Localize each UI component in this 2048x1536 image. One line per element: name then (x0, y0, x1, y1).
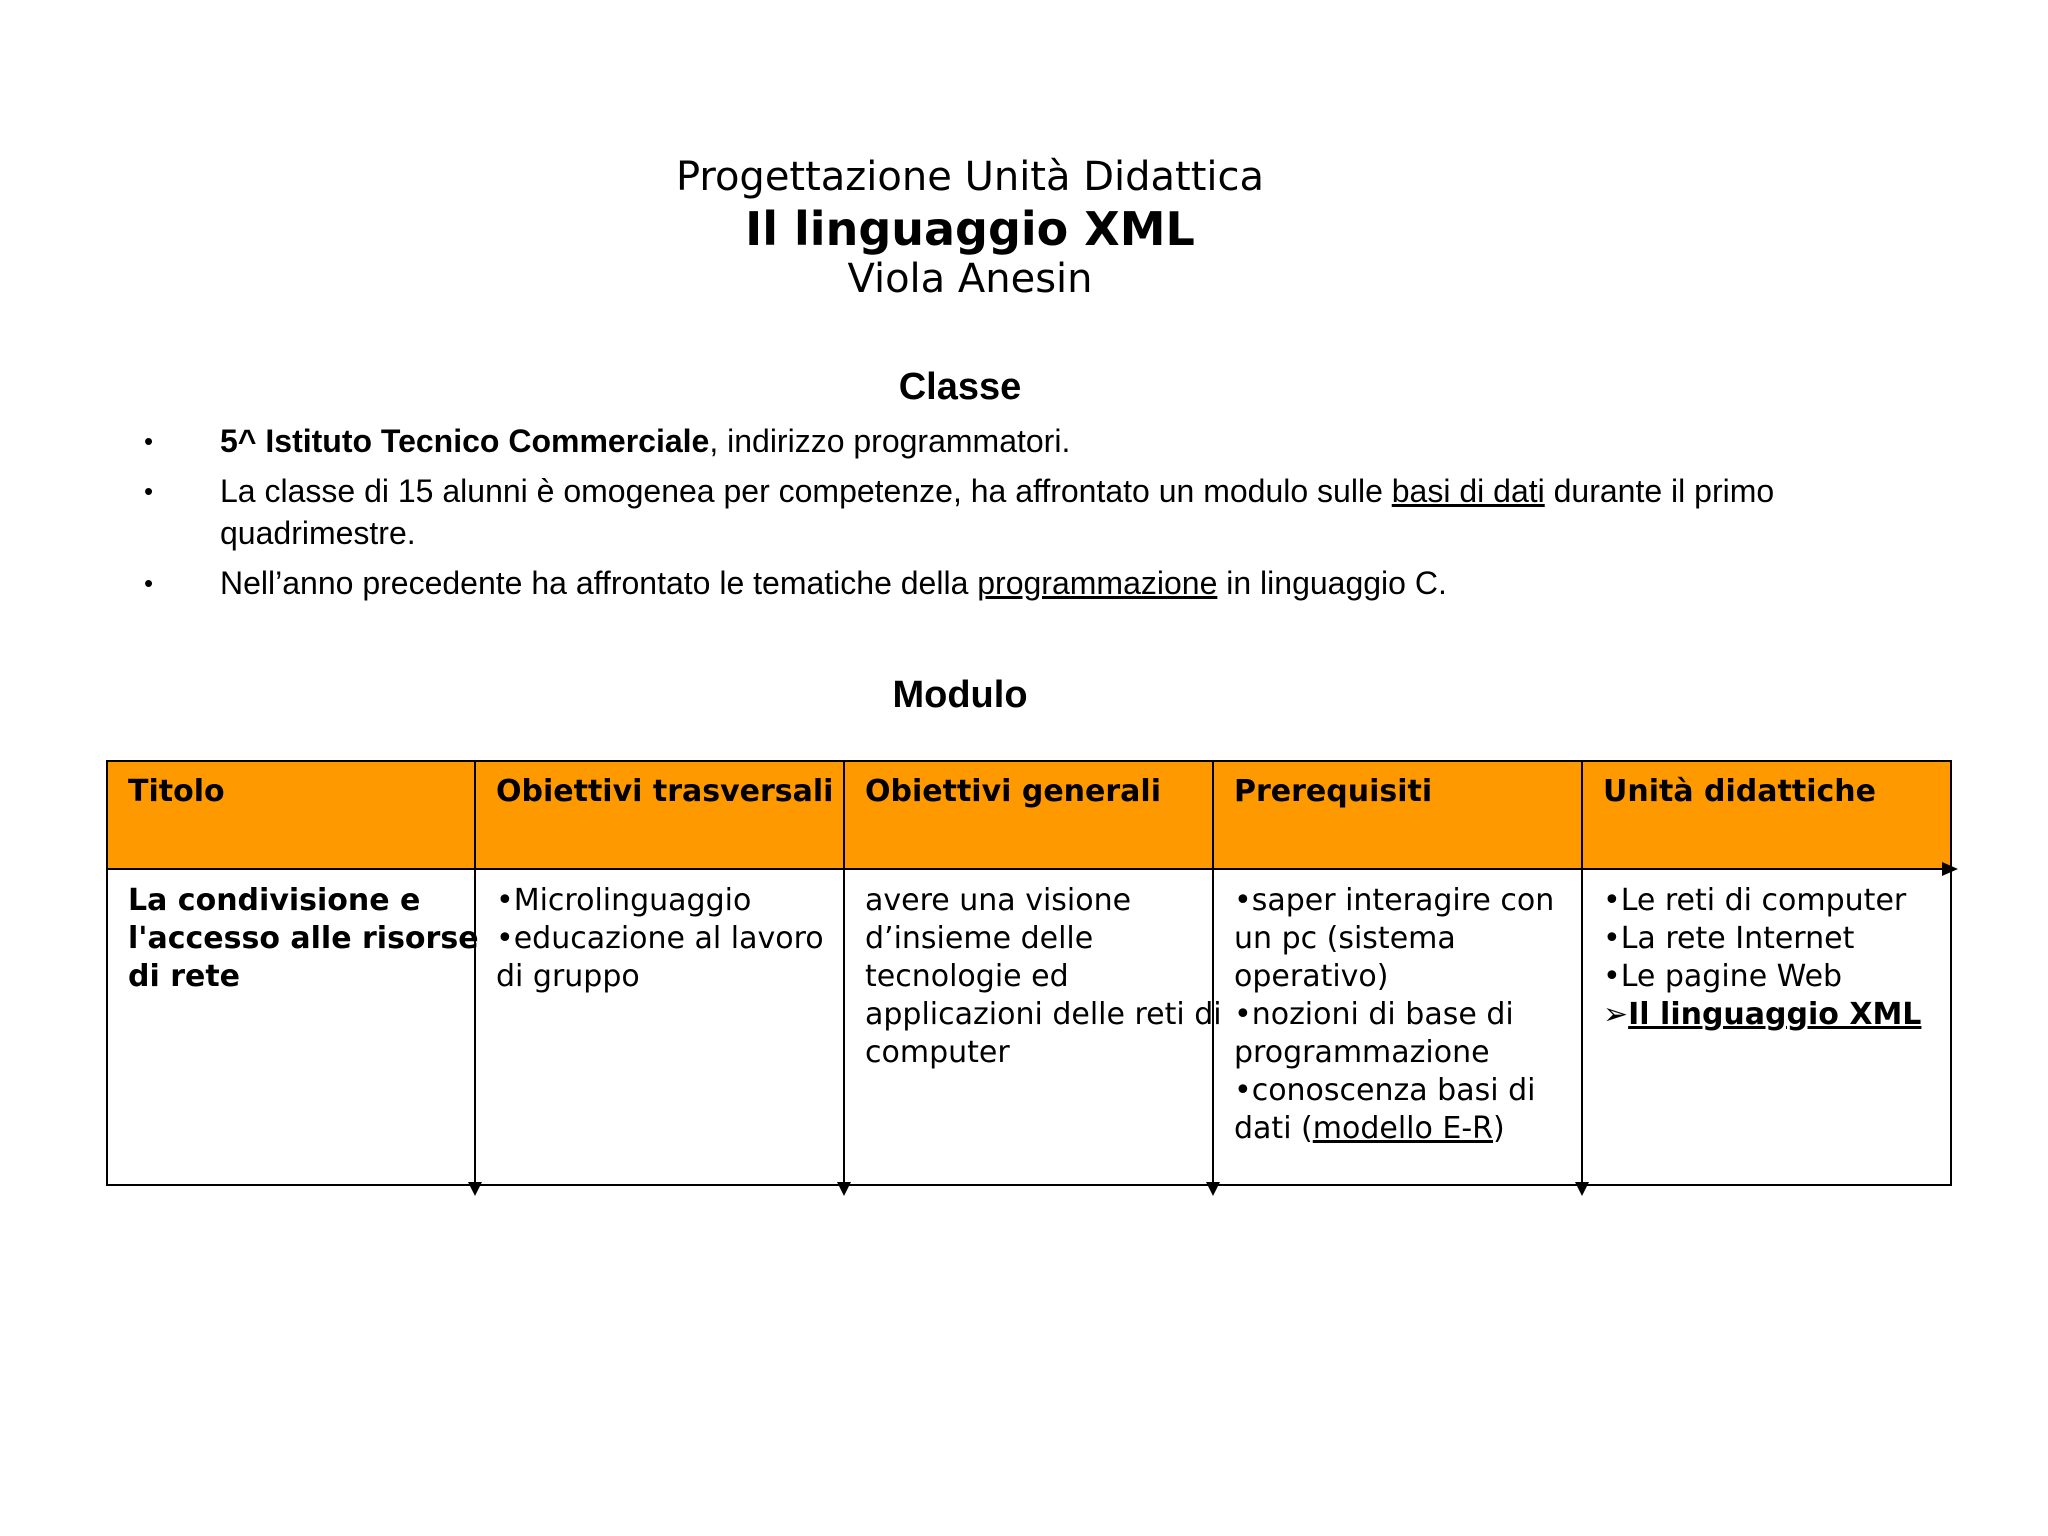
modello-er-link[interactable]: modello E-R (1312, 1111, 1494, 1146)
arrow-bullet-icon: ➢ (1603, 997, 1629, 1032)
cell-line: d’insieme delle (865, 921, 1094, 956)
header-unita-didattiche: Unità didattiche (1603, 774, 1876, 809)
doc-title: Il linguaggio XML (745, 202, 1195, 256)
arrow-down-icon (468, 1182, 482, 1196)
cell-line: •Microlinguaggio (496, 883, 752, 918)
cell-line: operativo) (1234, 959, 1389, 994)
basi-di-dati-link[interactable]: basi di dati (1391, 473, 1545, 509)
header-obiettivi-trasversali: Obiettivi trasversali (496, 774, 834, 809)
classe-heading: Classe (898, 366, 1022, 408)
cell-line: tecnologie ed (865, 959, 1069, 994)
bullet-icon: • (144, 568, 154, 598)
cell-titolo (128, 882, 479, 996)
il-linguaggio-xml-link[interactable]: Il linguaggio XML (1628, 997, 1922, 1032)
arrow-right-icon (1942, 862, 1958, 876)
cell-prerequisiti (1234, 882, 1554, 1148)
bullet-text: durante il primo (1544, 473, 1775, 509)
bullet-text: , indirizzo programmatori. (709, 423, 1071, 459)
list-item (140, 470, 1940, 554)
cell-line: l'accesso alle risorse (128, 921, 479, 956)
modulo-table (106, 760, 1952, 1186)
cell-text: ) (1493, 1111, 1505, 1146)
cell-line: di rete (128, 959, 241, 994)
cell-text: dati ( (1234, 1111, 1313, 1146)
cell-line: computer (865, 1035, 1010, 1070)
doc-author: Viola Anesin (847, 256, 1093, 302)
bullet-text: La classe di 15 alunni è omogenea per competenze, ha affrontato un modulo sulle (220, 473, 1392, 509)
cell-line (1603, 996, 1921, 1034)
arrow-down-icon (1575, 1182, 1589, 1196)
doc-subtitle: Progettazione Unità Didattica (675, 154, 1265, 200)
classe-bullet-list (140, 420, 1940, 612)
cell-line: applicazioni delle reti di (865, 997, 1222, 1032)
cell-line: •Le pagine Web (1603, 959, 1843, 994)
cell-line: •Le reti di computer (1603, 883, 1907, 918)
header-titolo: Titolo (128, 774, 225, 809)
header-obiettivi-generali: Obiettivi generali (865, 774, 1161, 809)
cell-line: •La rete Internet (1603, 921, 1855, 956)
modulo-heading: Modulo (892, 674, 1028, 716)
cell-unita-didattiche (1603, 882, 1921, 1034)
arrow-down-icon (837, 1182, 851, 1196)
bullet-icon: • (144, 476, 154, 506)
cell-line: un pc (sistema (1234, 921, 1456, 956)
class-name: 5^ Istituto Tecnico Commerciale (220, 423, 710, 459)
programmazione-link[interactable]: programmazione (977, 565, 1218, 601)
bullet-icon: • (144, 426, 154, 456)
cell-line: •educazione al lavoro (496, 921, 824, 956)
cell-line: La condivisione e (128, 883, 421, 918)
cell-line: •saper interagire con (1234, 883, 1555, 918)
cell-line: •nozioni di base di (1234, 997, 1514, 1032)
column-divider (1581, 762, 1583, 1184)
list-item (140, 420, 1940, 462)
header-prerequisiti: Prerequisiti (1234, 774, 1433, 809)
bullet-text: Nell’anno precedente ha affrontato le tematiche della (220, 565, 978, 601)
bullet-text: in linguaggio C. (1217, 565, 1447, 601)
cell-line: avere una visione (865, 883, 1132, 918)
cell-obiettivi-generali (865, 882, 1222, 1072)
bullet-text: quadrimestre. (220, 515, 416, 551)
cell-line: programmazione (1234, 1035, 1490, 1070)
cell-line (1234, 1110, 1554, 1148)
list-item (140, 562, 1940, 604)
arrow-down-icon (1206, 1182, 1220, 1196)
cell-obiettivi-trasversali (496, 882, 824, 996)
column-divider (843, 762, 845, 1184)
cell-line: •conoscenza basi di (1234, 1073, 1536, 1108)
cell-line: di gruppo (496, 959, 640, 994)
